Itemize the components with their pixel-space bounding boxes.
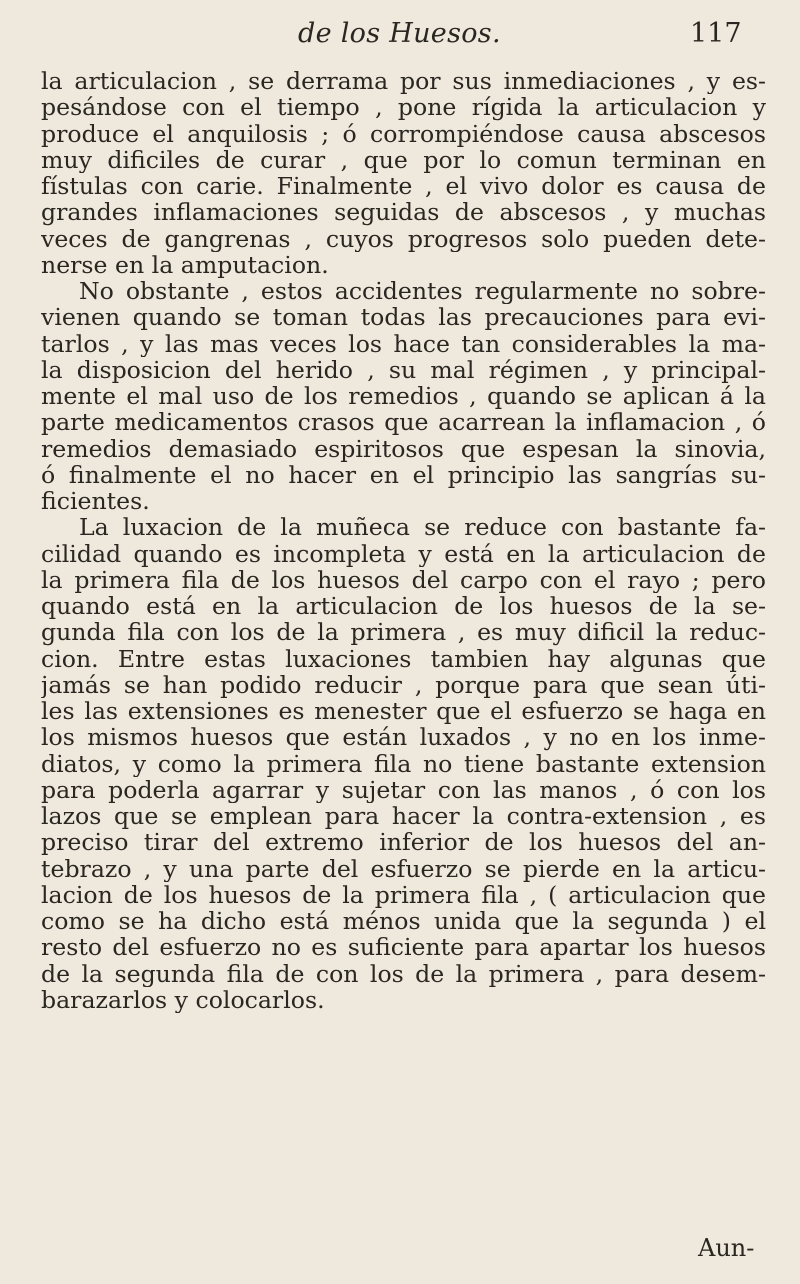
text-line: muy dificiles de curar , que por lo comun terminan en: [41, 146, 766, 173]
text-line: lacion de los huesos de la primera fila , ( articulacion que: [41, 881, 766, 908]
text-line: nerse en la amputacion.: [41, 251, 329, 278]
text-line: lazos que se emplean para hacer la contra-extension , es: [41, 803, 766, 830]
text-line: resto del esfuerzo no es suficiente para apartar los huesos: [41, 934, 766, 961]
text-line: mente el mal uso de los remedios , quando se aplican á la: [41, 383, 766, 410]
text-line: jamás se han podido reducir , porque para que sean úti-: [41, 671, 766, 698]
text-line: veces de gangrenas , cuyos progresos solo pueden dete-: [41, 225, 766, 252]
text-line: de la segunda fila de con los de la primera , para desem-: [41, 960, 766, 987]
text-line: tebrazo , y una parte del esfuerzo se pierde en la articu-: [41, 855, 766, 882]
text-line: cilidad quando es incompleta y está en la articulacion de: [41, 540, 766, 567]
catchword: Aun-: [698, 1234, 755, 1262]
text-line: los mismos huesos que están luxados , y no en los inme-: [41, 724, 766, 751]
paragraph-first-line: No obstante , estos accidentes regularmente no sobre-: [79, 278, 766, 305]
text-line: tarlos , y las mas veces los hace tan considerables la ma-: [41, 330, 766, 357]
running-title: de los Huesos.: [298, 18, 501, 49]
text-line: quando está en la articulacion de los huesos de la se-: [41, 593, 766, 620]
text-line: la primera fila de los huesos del carpo con el rayo ; pero: [41, 566, 766, 593]
text-line: diatos, y como la primera fila no tiene bastante extension: [41, 750, 766, 777]
text-line: barazarlos y colocarlos.: [41, 986, 325, 1013]
text-line: pesándose con el tiempo , pone rígida la articulacion y: [41, 94, 766, 121]
text-line: para poderla agarrar y sujetar con las manos , ó con los: [41, 776, 766, 803]
running-head: [0, 16, 800, 56]
text-line: ó finalmente el no hacer en el principio las sangrías su-: [41, 461, 766, 488]
page-number: 117: [690, 18, 742, 49]
text-line: les las extensiones es menester que el esfuerzo se haga en: [41, 698, 766, 725]
text-line: produce el anquilosis ; ó corrompiéndose causa abscesos: [41, 120, 766, 147]
text-line: la articulacion , se derrama por sus inmediaciones , y es-: [41, 68, 766, 95]
paragraph-first-line: La luxacion de la muñeca se reduce con bastante fa-: [79, 514, 766, 541]
body-text: [41, 68, 766, 1013]
text-line: remedios demasiado espiritosos que espesan la sinovia,: [41, 435, 766, 462]
text-line: gunda fila con los de la primera , es muy dificil la reduc-: [41, 619, 766, 646]
text-line: ficientes.: [41, 488, 150, 515]
text-line: cion. Entre estas luxaciones tambien hay algunas que: [41, 645, 766, 672]
text-line: fístulas con carie. Finalmente , el vivo dolor es causa de: [41, 173, 766, 200]
text-line: preciso tirar del extremo inferior de los huesos del an-: [41, 829, 766, 856]
text-line: como se ha dicho está ménos unida que la segunda ) el: [41, 908, 766, 935]
text-line: parte medicamentos crasos que acarrean la inflamacion , ó: [41, 409, 766, 436]
text-line: vienen quando se toman todas las precauciones para evi-: [41, 304, 766, 331]
text-line: la disposicion del herido , su mal régimen , y principal-: [41, 356, 766, 383]
text-line: grandes inflamaciones seguidas de abscesos , y muchas: [41, 199, 766, 226]
